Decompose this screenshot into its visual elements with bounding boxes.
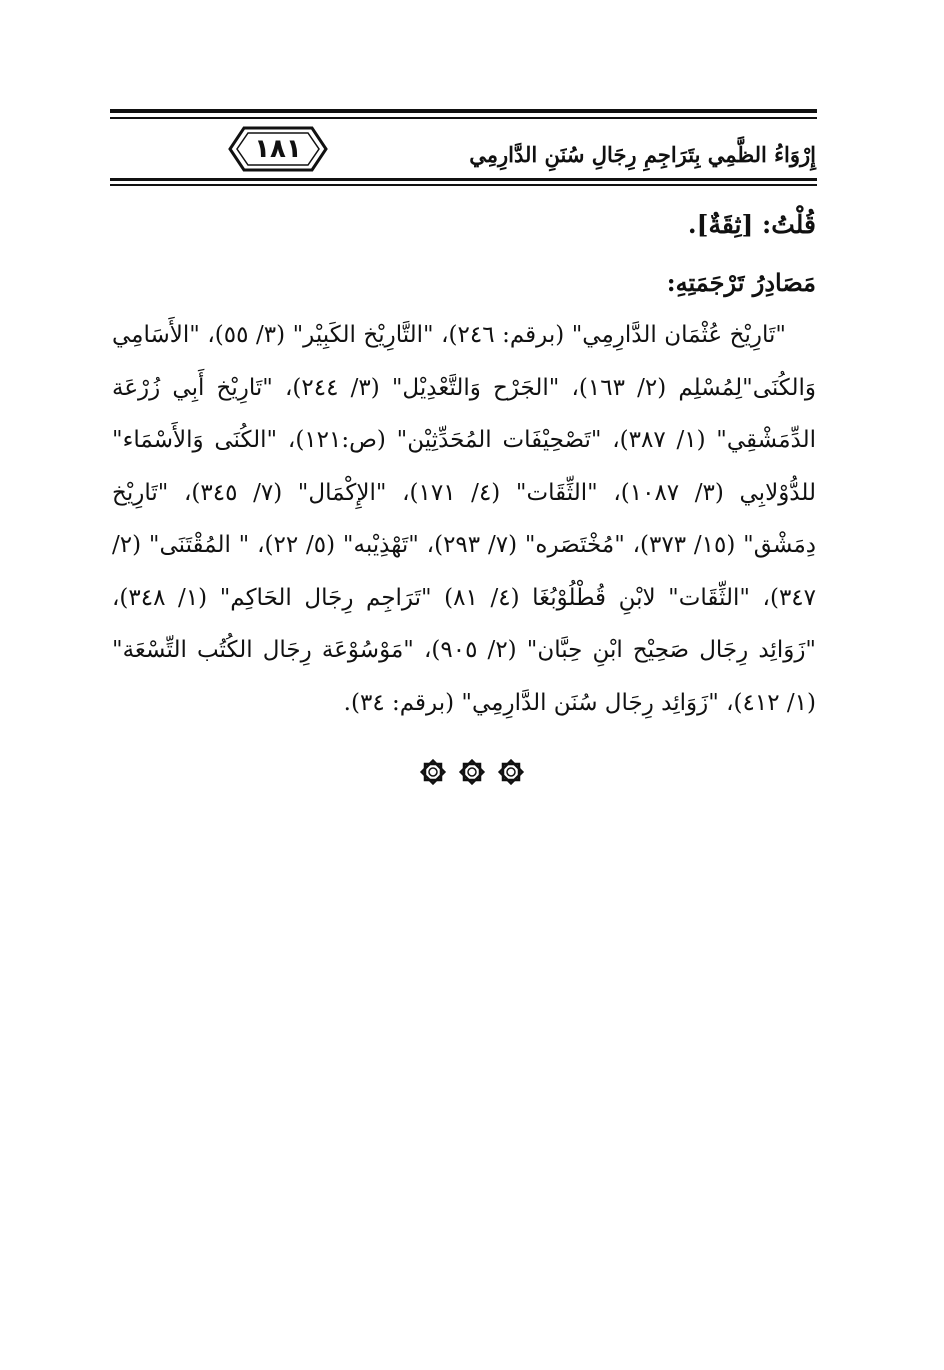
page-number: ١٨١ — [254, 134, 302, 164]
eight-point-star-icon — [419, 758, 447, 786]
eight-point-star-icon — [497, 758, 525, 786]
sources-paragraph: "تَارِيْخ عُثْمَان الدَّارِمِي" (برقم: ٢٤٦)، "التَّارِيْخ الكَبِيْر" (٣/ ٥٥)، "الأَسَامِي وَالكُنَى"لِمُسْلِم (٢/ ١٦٣)، "الجَرْح وَالتَّعْدِيْل" (٣/ ٢٤٤)، "تَارِيْخ أَبِي زُرْعَة الدِّمَشْقِي" (١/ ٣٨٧)، "تَصْحِيْفَات المُحَدِّثِيْن" (ص:١٢١)، "الكُنَى وَالأَسْمَاء" للدُّوْلابِي (٣/ ١٠٨٧)، "الثِّقَات" (٤/ ١٧١)، "الإِكْمَال" (٧/ ٣٤٥)، "تَارِيْخ دِمَشْق" (١٥/ ٣٧٣)، "مُخْتَصَره" (٧/ ٢٩٣)، "تَهْذِيْبه" (٥/ ٢٢)، " المُقْتَنَى" (٢/ ٣٤٧)، "الثِّقَات" لابْنِ قُطْلُوْبُغَا (٤/ ٨١) "تَرَاجِم رِجَال الحَاكِم" (١/ ٣٤٨)، "زَوَائِد رِجَال صَحِيْح ابْنِ حِبَّان" (٢/ ٩٠٥)، "مَوْسُوْعَة رِجَال الكُتُب التِّسْعَة" (١/ ٤١٢)، "زَوَائِد رِجَال سُنَن الدَّارِمِي" (برقم: ٣٤). — [112, 322, 817, 716]
running-title: إِرْوَاءُ الظَّمِي بِتَرَاجِمِ رِجَالِ سُنَنِ الدَّارِمِي — [469, 142, 816, 167]
page-content — [112, 205, 816, 729]
header-rule-bottom — [110, 178, 817, 181]
header-rule-bottom-thin — [110, 184, 817, 186]
sources-heading: مَصَادِرُ تَرْجَمَتِهِ: — [666, 268, 816, 297]
header-rule-top-thin — [110, 117, 817, 119]
page-number-badge — [228, 126, 328, 172]
eight-point-star-icon — [458, 758, 486, 786]
section-end-ornaments — [0, 758, 944, 790]
header-rule-top — [110, 109, 817, 113]
narrator-verdict: قُلْتُ: [ثِقَةٌ]. — [687, 210, 816, 239]
